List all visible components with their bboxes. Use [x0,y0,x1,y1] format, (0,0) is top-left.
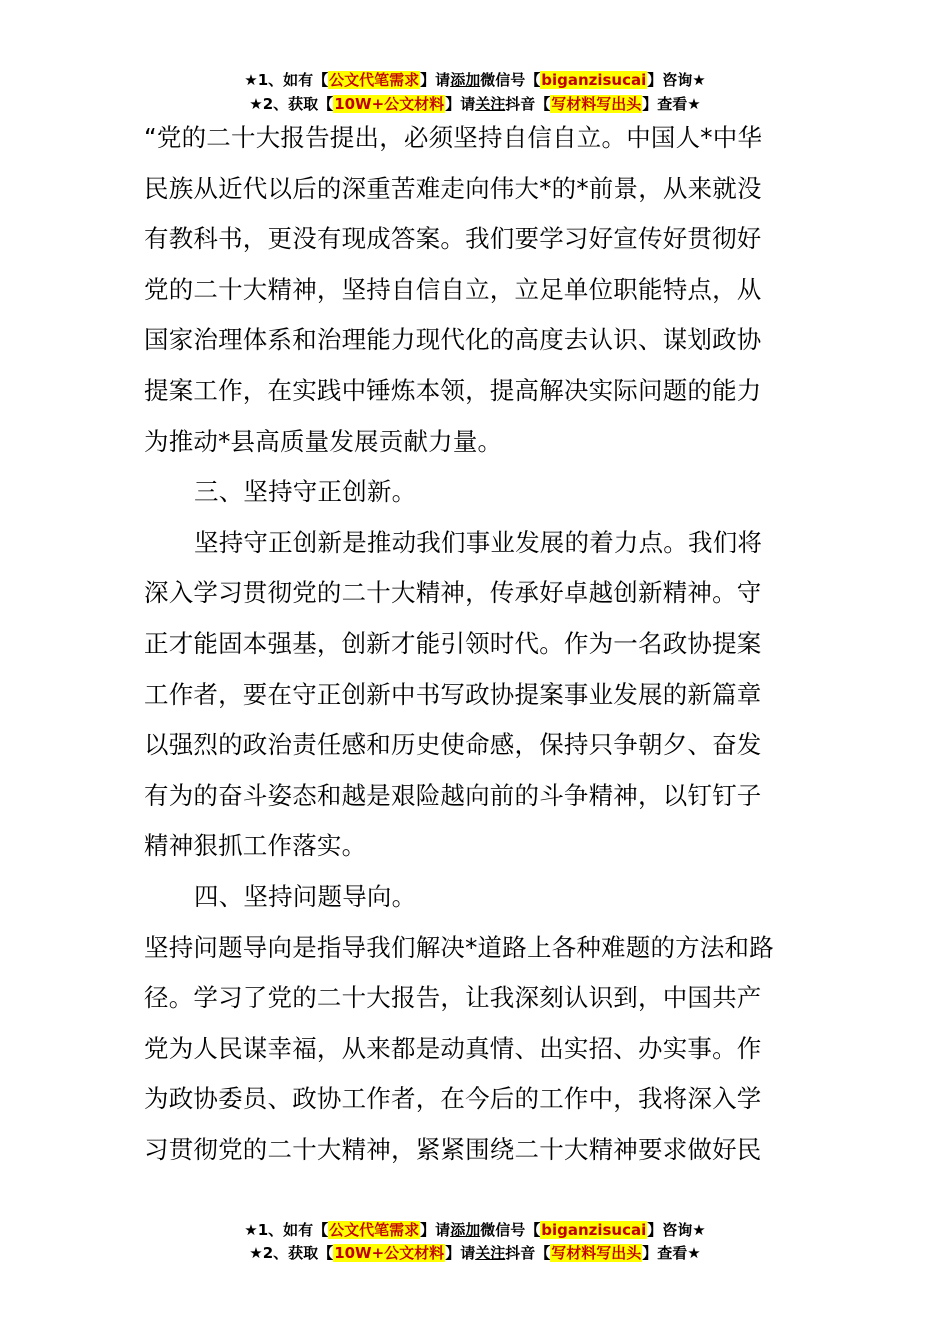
promo-footer-line-1-highlight-wechat: biganzisucai [541,1221,647,1239]
body-line: 提案工作，在实践中锤炼本领，提高解决实际问题的能力 [144,375,762,405]
body-line: 为政协委员、政协工作者，在今后的工作中，我将深入学 [144,1084,762,1114]
body-line: 深入学习贯彻党的二十大精神，传承好卓越创新精神。守 [144,578,762,608]
body-line: 有教科书，更没有现成答案。我们要学习好宣传好贯彻好 [144,224,762,254]
body-line: 党为人民谋幸福，从来都是动真情、出实招、办实事。作 [144,1033,762,1063]
document-body [144,113,814,1175]
body-line: 精神狠抓工作落实。 [144,831,367,861]
body-line: 习贯彻党的二十大精神，紧紧围绕二十大精神要求做好民 [144,1134,762,1164]
body-line: 民族从近代以后的深重苦难走向伟大*的*前景，从来就没 [144,173,762,203]
promo-line-1-prefix: ★1、如有【 [244,71,329,89]
section-heading-4: 四、坚持问题导向。 [194,881,417,911]
section-heading-3: 三、坚持守正创新。 [194,477,417,507]
promo-footer-line-2-mid1: 】请 [445,1244,476,1262]
body-line: 以强烈的政治责任感和历史使命感，保持只争朝夕、奋发 [144,730,762,760]
body-line: 工作者，要在守正创新中书写政协提案事业发展的新篇章 [144,679,762,709]
promo-line-2-highlight-materials: 10W+公文材料 [334,95,445,113]
promo-line-2-mid1: 】请 [445,95,476,113]
promo-line-2-mid2: 抖音【 [505,95,551,113]
body-line: 为推动*县高质量发展贡献力量。 [144,426,503,456]
promo-line-2-highlight-douyin: 写材料写出头 [551,95,642,113]
promo-footer-line-2-mid2: 抖音【 [505,1244,551,1262]
promo-footer-line-1-mid1: 】请 [420,1221,451,1239]
body-line: “党的二十大报告提出，必须坚持自信自立。中国人*中华 [144,123,763,152]
promo-line-1-highlight-service: 公文代笔需求 [329,71,420,89]
body-line: 正才能固本强基，创新才能引领时代。作为一名政协提案 [144,628,762,658]
body-line: 有为的奋斗姿态和越是艰险越向前的斗争精神，以钉钉子 [144,780,762,810]
promo-footer-line-2-highlight-materials: 10W+公文材料 [334,1244,445,1262]
promo-line-1-mid1: 】请 [420,71,451,89]
promo-line-2-suffix: 】查看★ [642,95,701,113]
body-line: 径。学习了党的二十大报告，让我深刻认识到，中国共产 [144,983,762,1013]
promo-line-2 [0,94,950,114]
body-line: 坚持问题导向是指导我们解决*道路上各种难题的方法和路 [144,932,774,962]
promo-line-2-underline: 关注 [475,95,506,113]
body-line: 党的二十大精神，坚持自信自立，立足单位职能特点，从 [144,274,762,304]
promo-line-1-underline: 添加 [450,71,481,89]
promo-footer-line-1-mid2: 微信号【 [480,1221,541,1239]
promo-line-2-prefix: ★2、获取【 [249,95,334,113]
promo-footer-line-1 [0,1220,950,1240]
body-line: 坚持守正创新是推动我们事业发展的着力点。我们将 [194,527,763,557]
promo-footer-line-2-underline: 关注 [475,1244,506,1262]
promo-footer-line-1-underline: 添加 [450,1221,481,1239]
promo-footer-line-1-suffix: 】咨询★ [647,1221,706,1239]
promo-footer-line-2-suffix: 】查看★ [642,1244,701,1262]
promo-line-1-highlight-wechat: biganzisucai [541,71,647,89]
promo-footer-line-2-highlight-douyin: 写材料写出头 [551,1244,642,1262]
promo-line-1 [0,70,950,90]
promo-footer-line-2 [0,1243,950,1263]
promo-footer-line-2-prefix: ★2、获取【 [249,1244,334,1262]
promo-footer-line-1-prefix: ★1、如有【 [244,1221,329,1239]
promo-line-1-suffix: 】咨询★ [647,71,706,89]
promo-footer-line-1-highlight-service: 公文代笔需求 [329,1221,420,1239]
promo-line-1-mid2: 微信号【 [480,71,541,89]
body-line: 国家治理体系和治理能力现代化的高度去认识、谋划政协 [144,325,762,355]
